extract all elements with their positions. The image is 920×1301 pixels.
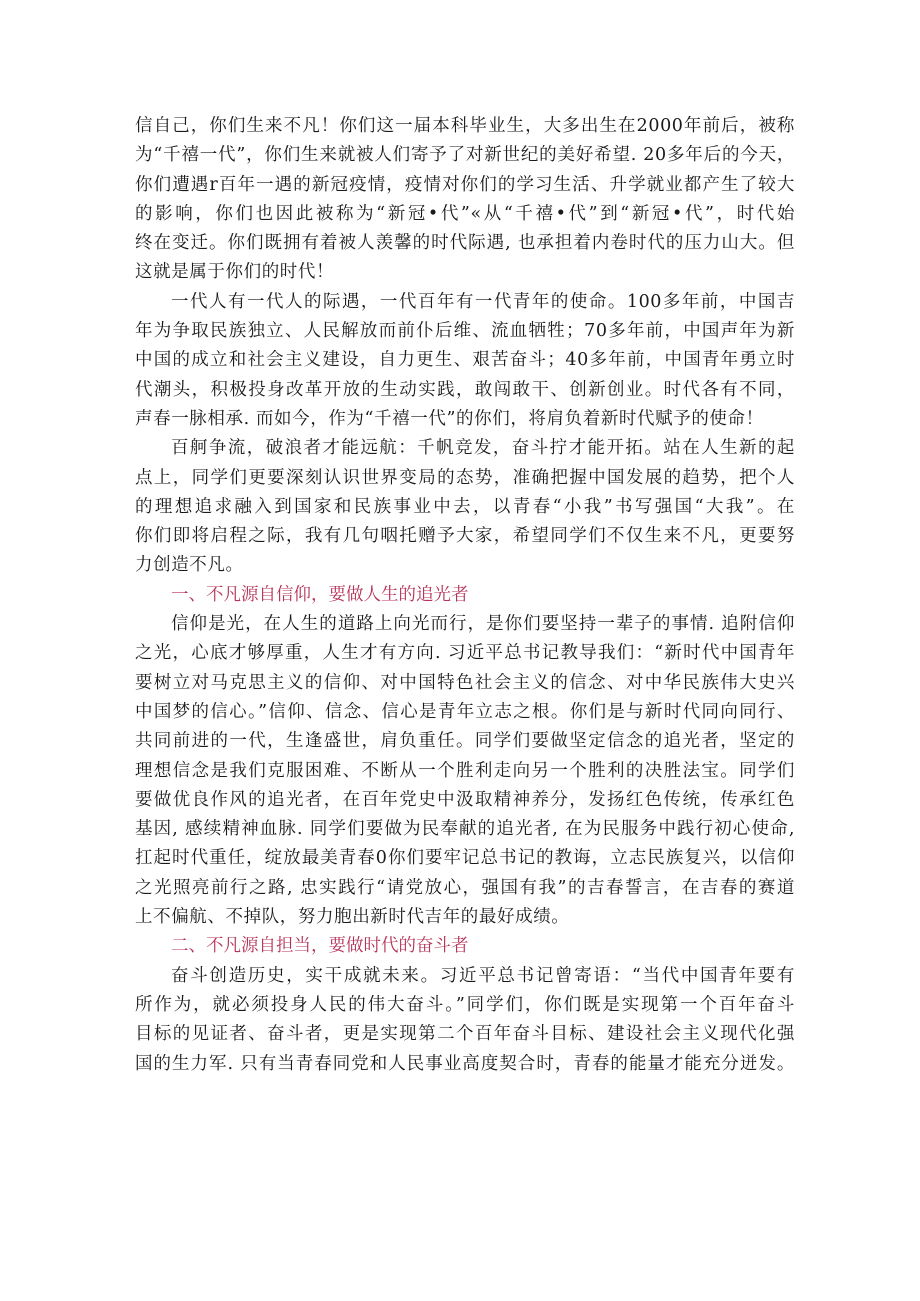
text-line: 的影响，你们也因此被称为“新冠•代”«从“千禧•代”到“新冠•代”，时代始 <box>135 203 795 224</box>
text-line: 目标的见证者、奋斗者，更是实现第二个百年奋斗目标、建设社会主义现代化强 <box>135 1024 795 1045</box>
text-line: 点上，同学们更要深刻认识世界变局的态势，准确把握中国发展的趋势，把个人 <box>135 467 795 488</box>
text-line: 一代人有一代人的际遇，一代百年有一代青年的使命。100多年前，中国吉 <box>171 291 795 312</box>
text-line: 共同前进的一代，生逢盛世，肩负重任。同学们要做坚定信念的追光者，坚定的 <box>135 731 795 752</box>
text-line: 国的生力军. 只有当青春同党和人民事业高度契合时，青春的能量才能充分迸发。 <box>135 1053 795 1074</box>
section-heading-2: 二、不凡源自担当，要做时代的奋斗者 <box>171 936 469 957</box>
paragraph-1 <box>135 112 795 288</box>
text-line: 你们遭遇r百年一遇的新冠疫情，疫情对你们的学习生活、升学就业都产生了较大 <box>135 174 795 195</box>
text-line: 终在变迁。你们既拥有着被人羡馨的时代际遇, 也承担着内卷时代的压力山大。但 <box>135 233 795 254</box>
text-line: 这就是属于你们的时代！ <box>135 262 335 283</box>
text-line: 代潮头，积极投身改革开放的生动实践，敢闯敢干、创新创业。时代各有不同， <box>135 379 795 400</box>
text-line: 之光照亮前行之路, 忠实践行“请党放心，强国有我”的吉春誓言，在吉春的赛道 <box>135 877 795 898</box>
text-line: 扛起时代重任，绽放最美青春0你们要牢记总书记的教诲，立志民族复兴，以信仰 <box>135 848 795 869</box>
text-line: 的理想追求融入到国家和民族事业中去，以青春“小我”书写强国“大我”。在 <box>135 496 795 517</box>
paragraph-2 <box>135 288 795 434</box>
text-line: 为“千禧一代”，你们生来就被人们寄予了对新世纪的美好希望. 20多年后的今天， <box>135 145 795 166</box>
section-2-body <box>135 962 795 1079</box>
text-line: 中国梦的信心。”信仰、信念、信心是青年立志之根。你们是与新时代同向同行、 <box>135 701 795 722</box>
text-line: 你们即将启程之际，我有几句咽托赠予大家，希望同学们不仅生来不凡，更要努 <box>135 526 795 547</box>
text-line: 理想信念是我们克服困难、不断从一个胜利走向另一个胜利的决胜法宝。同学们 <box>135 760 795 781</box>
text-line: 年为争取民族独立、人民解放而前仆后维、流血牺牲；70多年前，中国声年为新 <box>135 321 795 342</box>
paragraph-3 <box>135 434 795 580</box>
text-line: 基因, 感续精神血脉. 同学们要做为民奉献的追光者, 在为民服务中践行初心使命, <box>135 819 795 840</box>
section-heading-1: 一、不凡源自信仰，要做人生的追光者 <box>171 584 469 605</box>
text-line: 信自己，你们生来不凡！你们这一届本科毕业生，大多出生在2000年前后，被称 <box>135 116 795 136</box>
document-page <box>135 112 795 1079</box>
section-1-body <box>135 610 795 932</box>
text-line: 要树立对马克思主义的信仰、对中国特色社会主义的信念、对中华民族伟大史兴 <box>135 672 795 693</box>
text-line: 所作为，就必须投身人民的伟大奋斗。”同学们，你们既是实现第一个百年奋斗 <box>135 994 795 1015</box>
text-line: 要做优良作风的追光者，在百年党史中汲取精神养分，发扬红色传统，传承红色 <box>135 789 795 810</box>
text-line: 声春一脉相承. 而如今，作为“千禧一代”的你们，将肩负着新时代赋予的使命！ <box>135 408 764 429</box>
text-line: 奋斗创造历史，实干成就未来。习近平总书记曾寄语：“当代中国青年要有 <box>171 965 795 986</box>
text-line: 上不偏航、不掉队，努力胞出新时代吉年的最好成绩。 <box>135 907 570 928</box>
text-line: 之光，心底才够厚重，人生才有方向. 习近平总书记教导我们：“新时代中国青年 <box>135 643 795 664</box>
text-line: 力创造不凡。 <box>135 555 244 576</box>
text-line: 百舸争流，破浪者才能远航：千帆竞发，奋斗拧才能开拓。站在人生新的起 <box>171 438 795 459</box>
text-line: 中国的成立和社会主义建设，自力更生、艰苦奋斗；40多年前，中国青年勇立时 <box>135 350 795 371</box>
text-line: 信仰是光，在人生的道路上向光而行，是你们要坚持一辈子的事情. 追附信仰 <box>171 614 795 635</box>
